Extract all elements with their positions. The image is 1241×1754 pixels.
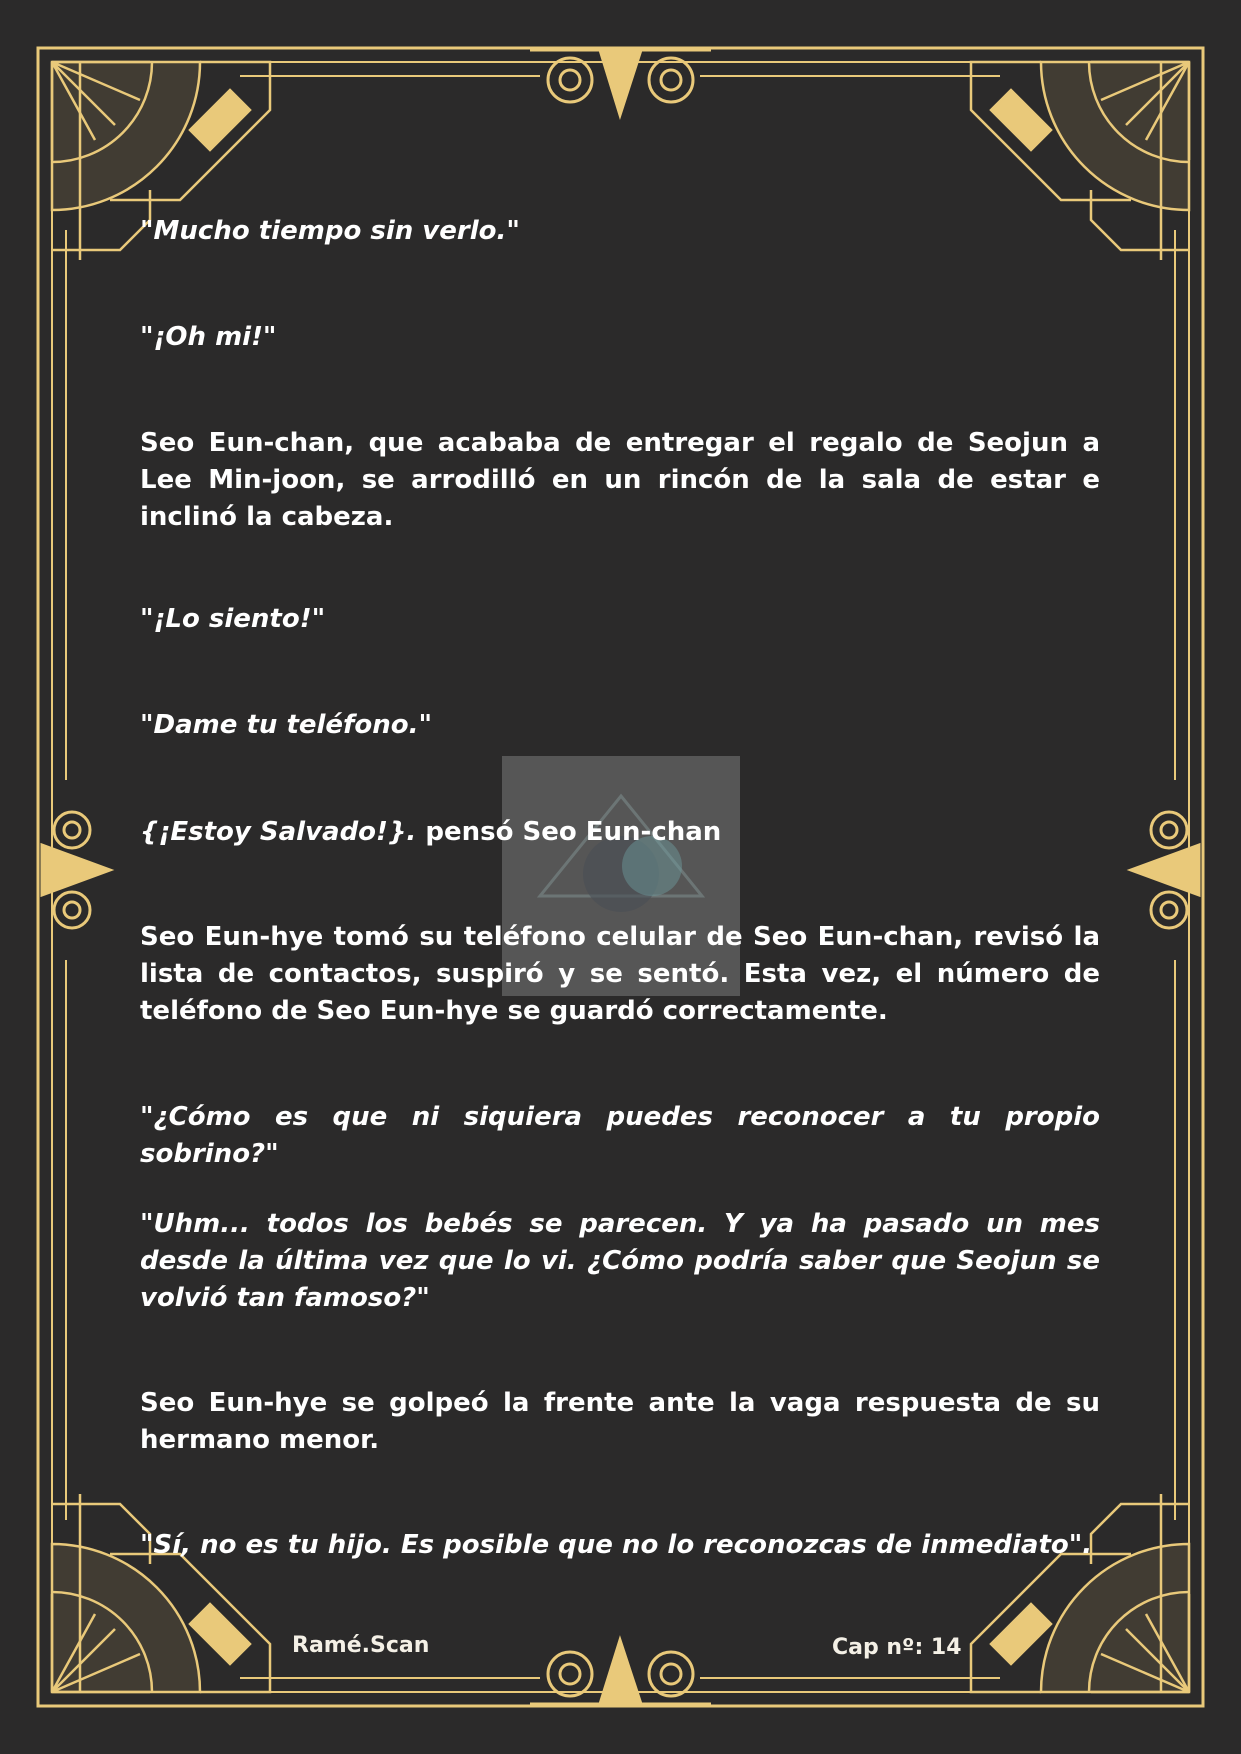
dialogue-line: "Sí, no es tu hijo. Es posible que no lo reconozcas de inmediato". [140, 1530, 1093, 1560]
dialogue-paragraph: "Uhm... todos los bebés se parecen. Y ya ha pasado un mes desde la última vez que lo vi. ¿Cómo podría saber que Seojun se volvió tan famoso?" [140, 1209, 1100, 1313]
narration-paragraph: Seo Eun-hye tomó su teléfono celular de Seo Eun-chan, revisó la lista de contactos, suspiró y se sentó. Esta vez, el número de teléfono de Seo Eun-hye se guardó correctamente. [140, 922, 1100, 1026]
thought-attribution: pensó Seo Eun-chan [416, 817, 722, 847]
bottom-center-ornament [530, 1640, 711, 1704]
dialogue-line: "¡Oh mi!" [140, 322, 277, 352]
corner-ornament-bottom-left [52, 1494, 270, 1692]
narration-paragraph: Seo Eun-chan, que acababa de entregar el regalo de Seojun a Lee Min-joon, se arrodilló en un rincón de la sala de estar e inclinó la cabeza. [140, 428, 1100, 532]
footer-chapter-number: Cap nº: 14 [832, 1635, 962, 1660]
thought-line [140, 814, 1100, 851]
top-center-ornament [530, 50, 711, 115]
dialogue-line: "Dame tu teléfono." [140, 710, 433, 740]
dialogue-line: "¡Lo siento!" [140, 604, 326, 634]
narration-paragraph: Seo Eun-hye se golpeó la frente ante la vaga respuesta de su hermano menor. [140, 1388, 1100, 1455]
footer-scanlator: Ramé.Scan [292, 1633, 430, 1658]
dialogue-line: "Mucho tiempo sin verlo." [140, 216, 520, 246]
dialogue-line: "¿Cómo es que ni siquiera puedes reconocer a tu propio sobrino?" [140, 1102, 1100, 1169]
corner-ornament-bottom-right [971, 1494, 1189, 1692]
thought-quote: {¡Estoy Salvado!}. [140, 817, 417, 847]
